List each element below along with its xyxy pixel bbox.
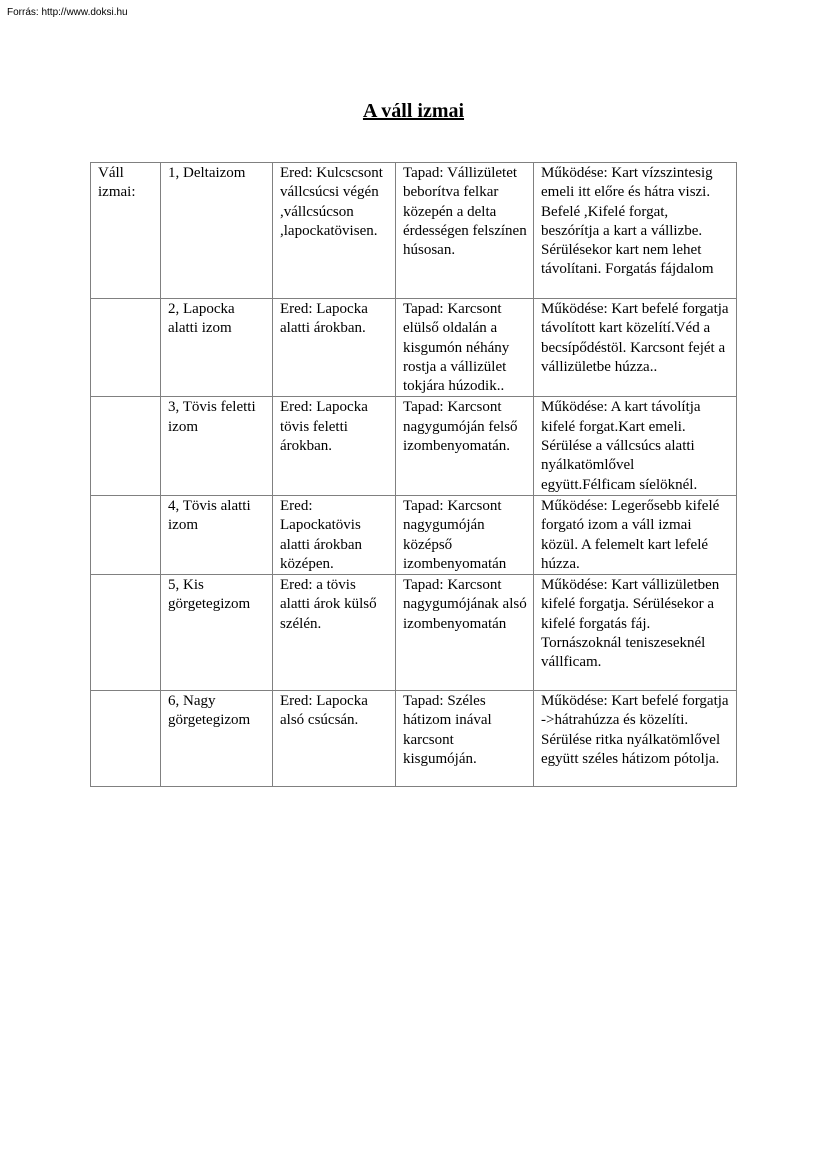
insertion-text: Tapad: Karcsont nagygumójának alsó izombenyomatán (403, 577, 527, 632)
origin-cell (273, 691, 396, 787)
insertion-cell (396, 163, 534, 299)
muscle-name-cell (161, 397, 273, 495)
muscle-name: 6, Nagy görgetegizom (168, 693, 251, 729)
table-row (91, 495, 737, 574)
muscle-name: 4, Tövis alatti izom (168, 497, 251, 534)
muscle-name-cell (161, 299, 273, 397)
insertion-cell (396, 575, 534, 691)
empty-cell (91, 495, 161, 574)
insertion-text: Tapad: Karcsont nagygumóján középső izombenyomatán (403, 497, 507, 572)
function-text: Működése: A kart távolítja kifelé forgat.Kart emeli. Sérülése a vállcsúcs alatti nyálkatömlővel együtt.Félficam síelöknél. (541, 399, 701, 493)
origin-cell (273, 575, 396, 691)
table-row (91, 299, 737, 397)
group-label: Váll izmai: (98, 165, 136, 201)
muscle-name: 1, Deltaizom (168, 165, 246, 181)
function-cell (534, 691, 737, 787)
function-text: Működése: Kart vízszintesig emeli itt előre és hátra viszi. Befelé ,Kifelé forgat, beszórítja a kart a vállizbe. Sérülésekor kart nem lehet távolítani. Forgatás fájdalom (541, 165, 714, 278)
insertion-text: Tapad: Vállizületet beborítva felkar közepén a delta érdességen felszínen húsosan. (403, 165, 527, 259)
muscle-name: 3, Tövis feletti izom (168, 399, 256, 435)
origin-cell (273, 495, 396, 574)
origin-text: Ered: Lapocka alsó csúcsán. (280, 693, 368, 729)
empty-cell (91, 397, 161, 495)
insertion-text: Tapad: Karcsont elülső oldalán a kisgumón néhány rostja a vállizület tokjára húzodik.. (403, 301, 510, 395)
function-cell (534, 495, 737, 574)
origin-text: Ered: a tövis alatti árok külső szélén. (280, 577, 377, 632)
origin-text: Ered: Lapockatövis alatti árokban középen. (280, 497, 363, 572)
insertion-text: Tapad: Karcsont nagygumóján felső izombenyomatán. (403, 399, 518, 455)
group-label-cell (91, 163, 161, 299)
origin-cell (273, 397, 396, 495)
origin-text: Ered: Lapocka tövis feletti árokban. (280, 399, 368, 455)
function-text: Működése: Kart befelé forgatja ->hátrahúzza és közelíti. Sérülése ritka nyálkatömlővel együtt széles hátizom pótolja. (541, 693, 729, 768)
origin-cell (273, 299, 396, 397)
muscle-name-cell (161, 163, 273, 299)
muscle-name: 2, Lapocka alatti izom (168, 301, 235, 337)
source-line: Forrás: http://www.doksi.hu (7, 7, 128, 18)
insertion-cell (396, 299, 534, 397)
function-cell (534, 299, 737, 397)
function-text: Működése: Kart befelé forgatja távolított kart közelítí.Véd a becsípődéstöl. Karcsont fejét a vállizületbe húzza.. (541, 301, 729, 375)
insertion-cell (396, 495, 534, 574)
muscle-name-cell (161, 495, 273, 574)
insertion-text: Tapad: Széles hátizom inával karcsont kisgumóján. (403, 693, 492, 768)
muscle-table (90, 162, 737, 787)
origin-text: Ered: Kulcscsont vállcsúcsi végén ,vállcsúcson ,lapockatövisen. (280, 165, 383, 239)
muscle-name: 5, Kis görgetegizom (168, 577, 251, 613)
empty-cell (91, 575, 161, 691)
insertion-cell (396, 397, 534, 495)
function-cell (534, 575, 737, 691)
table-row (91, 691, 737, 787)
function-cell (534, 163, 737, 299)
origin-text: Ered: Lapocka alatti árokban. (280, 301, 368, 337)
empty-cell (91, 299, 161, 397)
muscle-name-cell (161, 691, 273, 787)
function-cell (534, 397, 737, 495)
empty-cell (91, 691, 161, 787)
function-text: Működése: Kart vállizületben kifelé forgatja. Sérülésekor a kifelé forgatás fáj. Tornászoknál teniszeseknél vállficam. (541, 577, 720, 671)
insertion-cell (396, 691, 534, 787)
page-title: A váll izmai (362, 100, 465, 122)
muscle-name-cell (161, 575, 273, 691)
origin-cell (273, 163, 396, 299)
table-row (91, 397, 737, 495)
table-row (91, 163, 737, 299)
table-row (91, 575, 737, 691)
function-text: Működése: Legerősebb kifelé forgató izom a váll izmai közül. A felemelt kart lefelé húzza. (541, 497, 720, 572)
